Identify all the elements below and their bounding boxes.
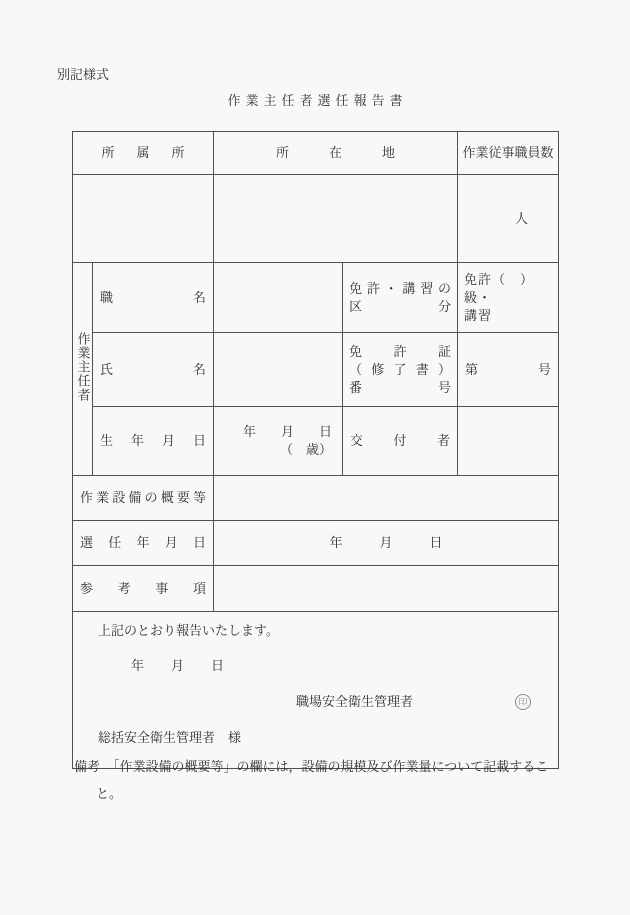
affiliation-header: 所属所 bbox=[73, 132, 214, 175]
manager-title: 職場安全衛生管理者 bbox=[296, 694, 414, 709]
remarks-note-line1: 備考 「作業設備の概要等」の欄には，設備の規模及び作業量について記載するこ bbox=[74, 759, 549, 774]
affiliation-entry-cell bbox=[73, 175, 214, 263]
license-number-value: 第 号 bbox=[458, 333, 559, 407]
birthdate-entry-cell: 年 月 日 （ 歳） bbox=[214, 407, 343, 476]
license-category-value: 免許（ ）級・ 講習 bbox=[458, 263, 559, 333]
name-entry-cell bbox=[214, 333, 343, 407]
equipment-summary-entry-cell bbox=[214, 476, 559, 521]
name-label: 氏名 bbox=[93, 333, 214, 407]
equipment-summary-label: 作業設備の概要等 bbox=[73, 476, 214, 521]
manager-signature-line bbox=[73, 693, 558, 711]
page-title: 作業主任者選任報告書 bbox=[227, 93, 408, 108]
remarks-note-line2: と。 bbox=[96, 786, 123, 801]
entry-row bbox=[73, 175, 559, 263]
addressee: 総括安全衛生管理者 様 bbox=[98, 730, 242, 745]
job-title-row bbox=[73, 263, 559, 333]
issuer-label: 交付者 bbox=[343, 407, 458, 476]
address-header: 所在地 bbox=[214, 132, 458, 175]
license-category-label: 免許・講習の 区分 bbox=[343, 263, 458, 333]
chief-section-label bbox=[73, 263, 93, 476]
appointment-date-row bbox=[73, 521, 559, 566]
remarks-row bbox=[73, 566, 559, 612]
closing-section bbox=[73, 612, 559, 769]
birthdate-label: 生年月日 bbox=[93, 407, 214, 476]
header-row bbox=[73, 132, 559, 175]
form-style-label: 別記様式 bbox=[57, 67, 110, 82]
appointment-date-entry-cell: 年 月 日 bbox=[214, 521, 559, 566]
remarks-entry-cell bbox=[214, 566, 559, 612]
report-form-table bbox=[72, 131, 559, 769]
seal-icon: 印 bbox=[515, 694, 531, 710]
closing-statement: 上記のとおり報告いたします。 bbox=[98, 623, 279, 638]
license-number-label: 免許証 （修了書） 番号 bbox=[343, 333, 458, 407]
address-entry-cell bbox=[214, 175, 458, 263]
equipment-row bbox=[73, 476, 559, 521]
closing-row bbox=[73, 612, 559, 769]
remarks-note bbox=[74, 757, 582, 803]
issuer-entry-cell bbox=[458, 407, 559, 476]
staff-count-entry-cell: 人 bbox=[458, 175, 559, 263]
job-title-entry-cell bbox=[214, 263, 343, 333]
job-title-label: 職名 bbox=[93, 263, 214, 333]
name-row bbox=[73, 333, 559, 407]
appointment-date-label: 選任年月日 bbox=[73, 521, 214, 566]
chief-vertical-text: 作業主任者 bbox=[75, 331, 91, 402]
birthdate-row bbox=[73, 407, 559, 476]
staff-count-header: 作業従事職員数 bbox=[458, 132, 559, 175]
remarks-label: 参考事項 bbox=[73, 566, 214, 612]
closing-date: 年 月 日 bbox=[131, 658, 232, 673]
